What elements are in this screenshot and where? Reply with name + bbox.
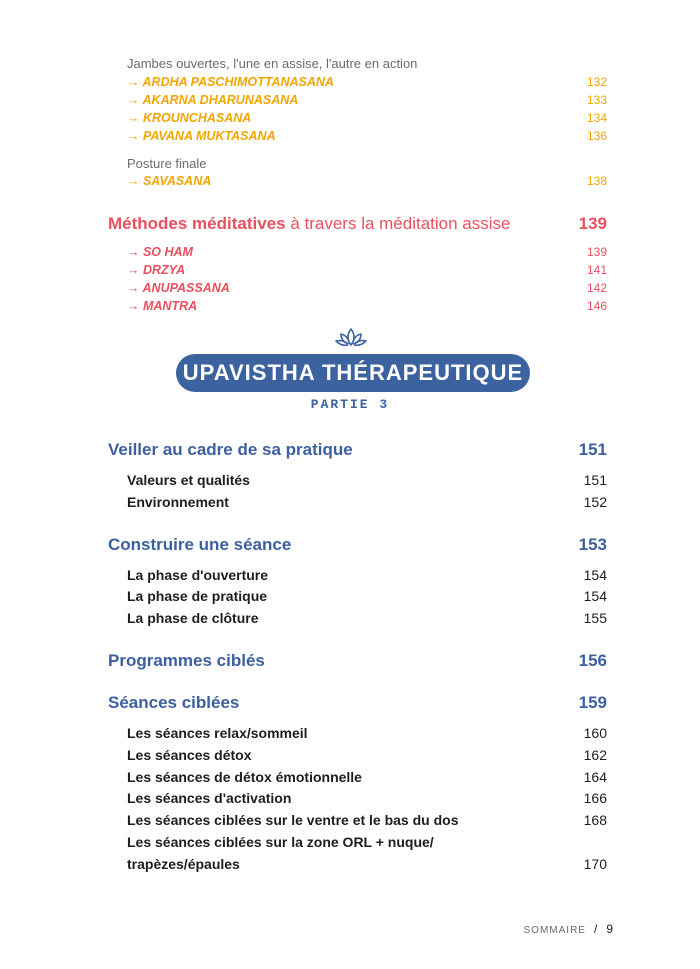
toc-subitem[interactable]: trapèzes/épaules 170 [127, 856, 607, 872]
section-meditation[interactable] [108, 214, 607, 234]
toc-subitem[interactable]: La phase de clôture 155 [127, 610, 607, 626]
section-title[interactable]: Programmes ciblés 156 [108, 651, 607, 670]
toc-item[interactable]: → MANTRA 146 [127, 299, 607, 313]
section-title-rest: à travers la méditation assise [285, 214, 511, 233]
footer-label: SOMMAIRE [523, 925, 586, 936]
toc-item[interactable]: → ARDHA PASCHIMOTTANASANA 132 [127, 75, 607, 89]
toc-subitem[interactable]: Les séances de détox émotionnelle 164 [127, 769, 607, 785]
section-page: 139 [578, 214, 607, 233]
section-title-bold: Méthodes méditatives [108, 214, 286, 233]
toc-subitem[interactable]: Les séances détox 162 [127, 747, 607, 763]
toc-item[interactable]: → SAVASANA 138 [127, 174, 607, 188]
toc-subitem[interactable]: Les séances d'activation 166 [127, 790, 607, 806]
page-footer [524, 922, 613, 936]
section-title[interactable]: Construire une séance 153 [108, 535, 607, 554]
section-title[interactable]: Séances ciblées 159 [108, 693, 607, 712]
toc-subitem[interactable]: Les séances relax/sommeil 160 [127, 725, 607, 741]
toc-subitem[interactable]: Environnement 152 [127, 494, 607, 510]
toc-item[interactable]: → AKARNA DHARUNASANA 133 [127, 93, 607, 107]
toc-item[interactable]: → ANUPASSANA 142 [127, 281, 607, 295]
footer-separator: / [593, 922, 599, 936]
toc-item[interactable]: → PAVANA MUKTASANA 136 [127, 129, 607, 143]
toc-subitem[interactable]: La phase d'ouverture 154 [127, 567, 607, 583]
toc-item[interactable]: → KROUNCHASANA 134 [127, 111, 607, 125]
group-title-open-legs: Jambes ouvertes, l'une en assise, l'autre en action [127, 56, 418, 71]
lotus-icon [335, 326, 367, 350]
group-title-final-posture: Posture finale [127, 156, 207, 171]
part-banner: UPAVISTHA THÉRAPEUTIQUE [176, 354, 530, 392]
toc-subitem[interactable]: Valeurs et qualités 151 [127, 472, 607, 488]
page-number: 9 [606, 922, 613, 936]
toc-subitem[interactable]: Les séances ciblées sur la zone ORL + nuque/ [127, 834, 434, 850]
toc-item[interactable]: → SO HAM 139 [127, 245, 607, 259]
section-title[interactable]: Veiller au cadre de sa pratique 151 [108, 440, 607, 459]
toc-subitem[interactable]: Les séances ciblées sur le ventre et le bas du dos 168 [127, 812, 607, 828]
toc-item[interactable]: → DRZYA 141 [127, 263, 607, 277]
toc-subitem[interactable]: La phase de pratique 154 [127, 588, 607, 604]
part-subtitle: PARTIE 3 [310, 397, 390, 412]
